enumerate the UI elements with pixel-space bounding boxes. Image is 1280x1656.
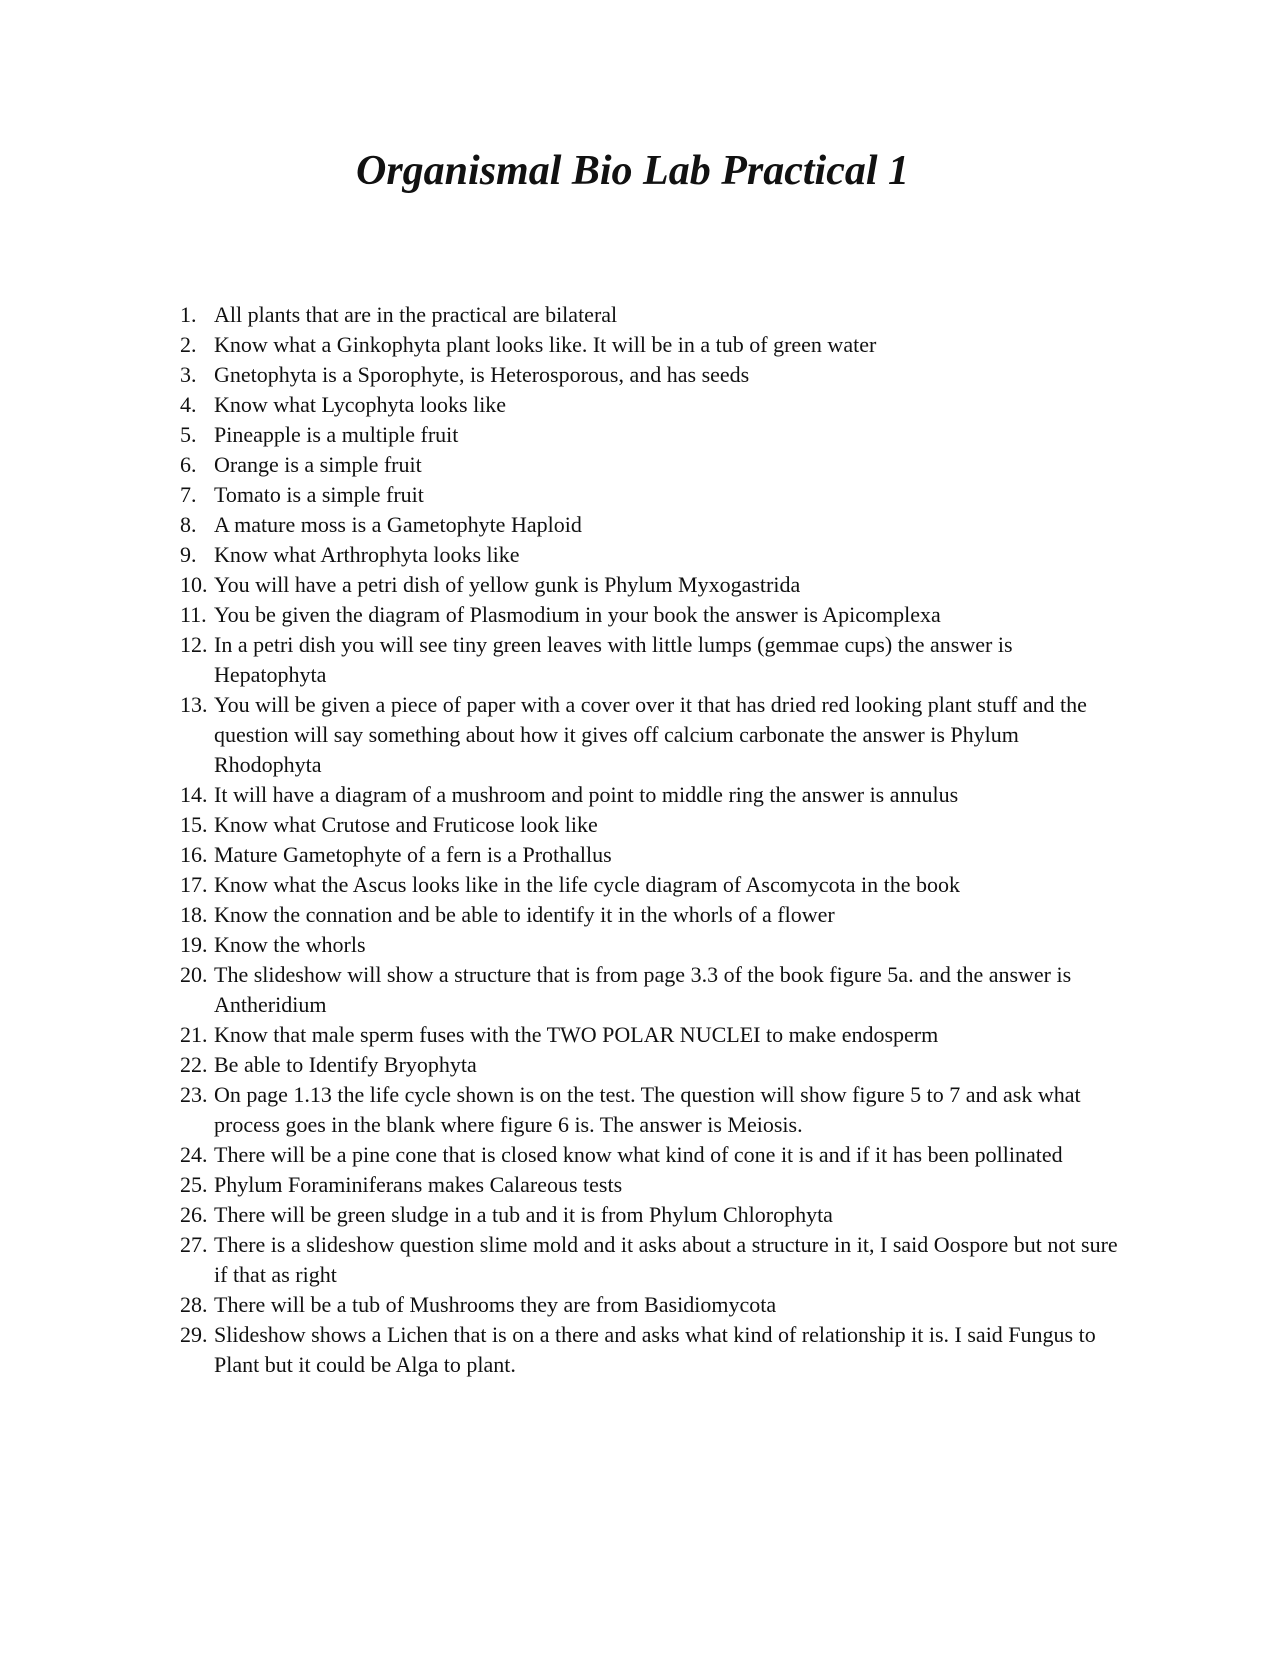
list-item-number: 15.	[180, 812, 208, 837]
list-item-number: 11.	[180, 602, 207, 627]
list-item-number: 13.	[180, 692, 208, 717]
list-item-text: Be able to Identify Bryophyta	[214, 1052, 477, 1077]
list-item-number: 12.	[180, 632, 208, 657]
list-item-text: There will be a pine cone that is closed know what kind of cone it is and if it has been pollinated	[214, 1142, 1063, 1167]
list-item-number: 8.	[180, 512, 197, 537]
list-item-number: 20.	[180, 962, 208, 987]
list-item	[180, 540, 1120, 570]
list-item	[180, 900, 1120, 930]
list-item-text: Know the whorls	[214, 932, 366, 957]
list-item-number: 6.	[180, 452, 197, 477]
list-item-number: 25.	[180, 1172, 208, 1197]
list-item	[180, 1020, 1120, 1050]
list-item-number: 18.	[180, 902, 208, 927]
list-item	[180, 480, 1120, 510]
list-item-number: 29.	[180, 1322, 208, 1347]
list-item-number: 3.	[180, 362, 197, 387]
list-item	[180, 1230, 1120, 1290]
list-item	[180, 1140, 1120, 1170]
list-item-text: There will be green sludge in a tub and it is from Phylum Chlorophyta	[214, 1202, 833, 1227]
list-item-number: 16.	[180, 842, 208, 867]
list-item-text: In a petri dish you will see tiny green leaves with little lumps (gemmae cups) the answer is Hepatophyta	[214, 632, 1013, 687]
list-item	[180, 810, 1120, 840]
list-item-text: Know what a Ginkophyta plant looks like. It will be in a tub of green water	[214, 332, 877, 357]
list-item-text: Know what Lycophyta looks like	[214, 392, 507, 417]
list-item-number: 4.	[180, 392, 197, 417]
list-item	[180, 930, 1120, 960]
notes-list	[180, 300, 1120, 1380]
list-item	[180, 1050, 1120, 1080]
page-title: Organismal Bio Lab Practical 1	[355, 148, 909, 194]
list-item-number: 27.	[180, 1232, 208, 1257]
list-item	[180, 870, 1120, 900]
list-item-text: Slideshow shows a Lichen that is on a there and asks what kind of relationship it is. I said Fungus to Plant but it could be Alga to plant.	[214, 1322, 1096, 1377]
list-item-text: Know what Crutose and Fruticose look like	[214, 812, 598, 837]
list-item-number: 10.	[180, 572, 208, 597]
list-item-text: There is a slideshow question slime mold and it asks about a structure in it, I said Oospore but not sure if that as right	[214, 1232, 1118, 1287]
list-item	[180, 600, 1120, 630]
list-item-text: Know that male sperm fuses with the TWO POLAR NUCLEI to make endosperm	[214, 1022, 939, 1047]
list-item-number: 21.	[180, 1022, 208, 1047]
list-item-text: It will have a diagram of a mushroom and point to middle ring the answer is annulus	[214, 782, 959, 807]
list-item	[180, 1320, 1120, 1380]
list-item-number: 19.	[180, 932, 208, 957]
list-item-text: Know what the Ascus looks like in the life cycle diagram of Ascomycota in the book	[214, 872, 961, 897]
list-item-number: 23.	[180, 1082, 208, 1107]
list-item-text: Gnetophyta is a Sporophyte, is Heterosporous, and has seeds	[214, 362, 750, 387]
list-item-text: Know the connation and be able to identify it in the whorls of a flower	[214, 902, 835, 927]
list-item-number: 28.	[180, 1292, 208, 1317]
list-item-text: On page 1.13 the life cycle shown is on the test. The question will show figure 5 to 7 and ask what process goes in the blank where figure 6 is. The answer is Meiosis.	[214, 1082, 1081, 1137]
list-item	[180, 570, 1120, 600]
list-item-text: Pineapple is a multiple fruit	[214, 422, 459, 447]
list-item-number: 1.	[180, 302, 197, 327]
list-item	[180, 1170, 1120, 1200]
list-item-number: 2.	[180, 332, 197, 357]
list-item-text: Orange is a simple fruit	[214, 452, 422, 477]
list-item	[180, 300, 1120, 330]
list-item-text: You will be given a piece of paper with a cover over it that has dried red looking plant stuff and the question will say something about how it gives off calcium carbonate the answer is Phylum Rhodophyta	[214, 692, 1087, 777]
list-item	[180, 360, 1120, 390]
list-item	[180, 630, 1120, 690]
list-item-number: 5.	[180, 422, 197, 447]
list-item-number: 14.	[180, 782, 208, 807]
list-item	[180, 960, 1120, 1020]
list-item-text: All plants that are in the practical are bilateral	[214, 302, 618, 327]
list-item-text: A mature moss is a Gametophyte Haploid	[214, 512, 582, 537]
list-item-number: 26.	[180, 1202, 208, 1227]
list-item	[180, 330, 1120, 360]
list-item-text: Know what Arthrophyta looks like	[214, 542, 520, 567]
list-item-text: You be given the diagram of Plasmodium in your book the answer is Apicomplexa	[214, 602, 941, 627]
list-item	[180, 450, 1120, 480]
list-item-number: 17.	[180, 872, 208, 897]
list-item-text: There will be a tub of Mushrooms they are from Basidiomycota	[214, 1292, 777, 1317]
list-item-number: 22.	[180, 1052, 208, 1077]
list-item-text: Tomato is a simple fruit	[214, 482, 424, 507]
list-item-number: 7.	[180, 482, 197, 507]
list-item	[180, 510, 1120, 540]
list-item	[180, 1290, 1120, 1320]
list-item	[180, 780, 1120, 810]
list-item	[180, 690, 1120, 780]
list-item	[180, 840, 1120, 870]
list-item	[180, 1200, 1120, 1230]
list-item-text: Phylum Foraminiferans makes Calareous tests	[214, 1172, 623, 1197]
list-item-number: 9.	[180, 542, 197, 567]
list-item	[180, 420, 1120, 450]
list-item-text: Mature Gametophyte of a fern is a Prothallus	[214, 842, 612, 867]
list-item-text: You will have a petri dish of yellow gunk is Phylum Myxogastrida	[214, 572, 801, 597]
list-item-number: 24.	[180, 1142, 208, 1167]
list-item	[180, 1080, 1120, 1140]
list-item	[180, 390, 1120, 420]
list-item-text: The slideshow will show a structure that is from page 3.3 of the book figure 5a. and the answer is Antheridium	[214, 962, 1072, 1017]
